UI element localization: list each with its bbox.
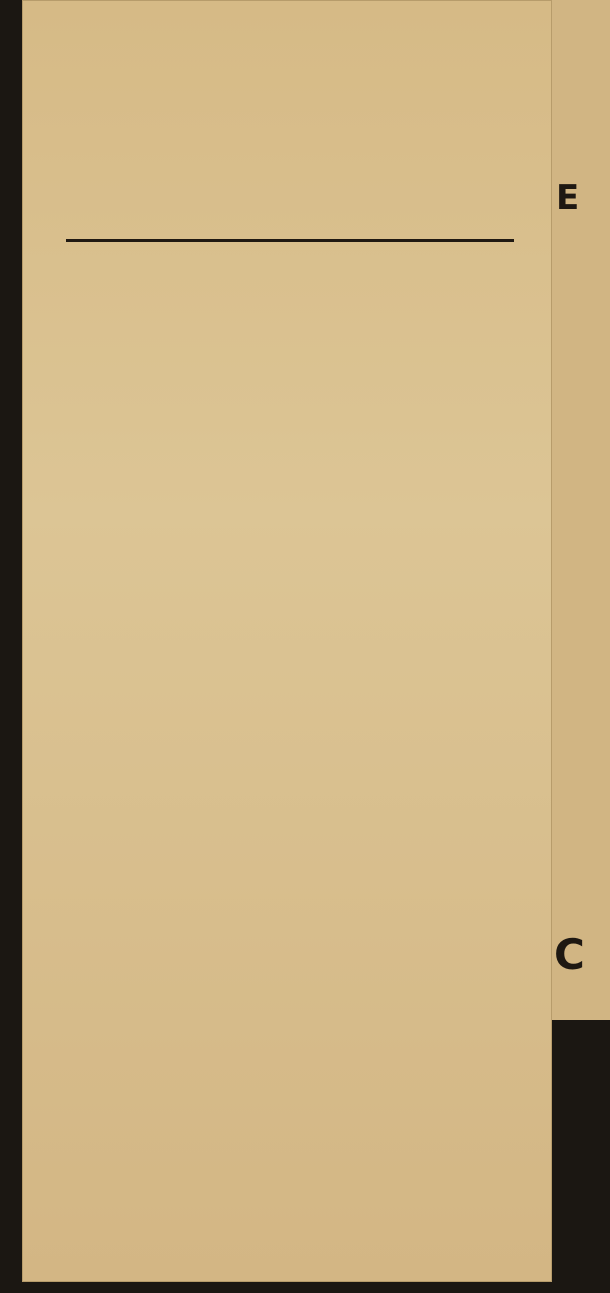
right-column-fragment bbox=[552, 0, 610, 1020]
fragment-headline-e: E bbox=[556, 178, 580, 218]
fragment-headline-c: C bbox=[554, 930, 585, 979]
article-divider bbox=[66, 239, 514, 242]
left-column-fragment bbox=[0, 0, 66, 1282]
newspaper-clipping bbox=[22, 0, 552, 1282]
archive-watermark bbox=[496, 0, 610, 150]
